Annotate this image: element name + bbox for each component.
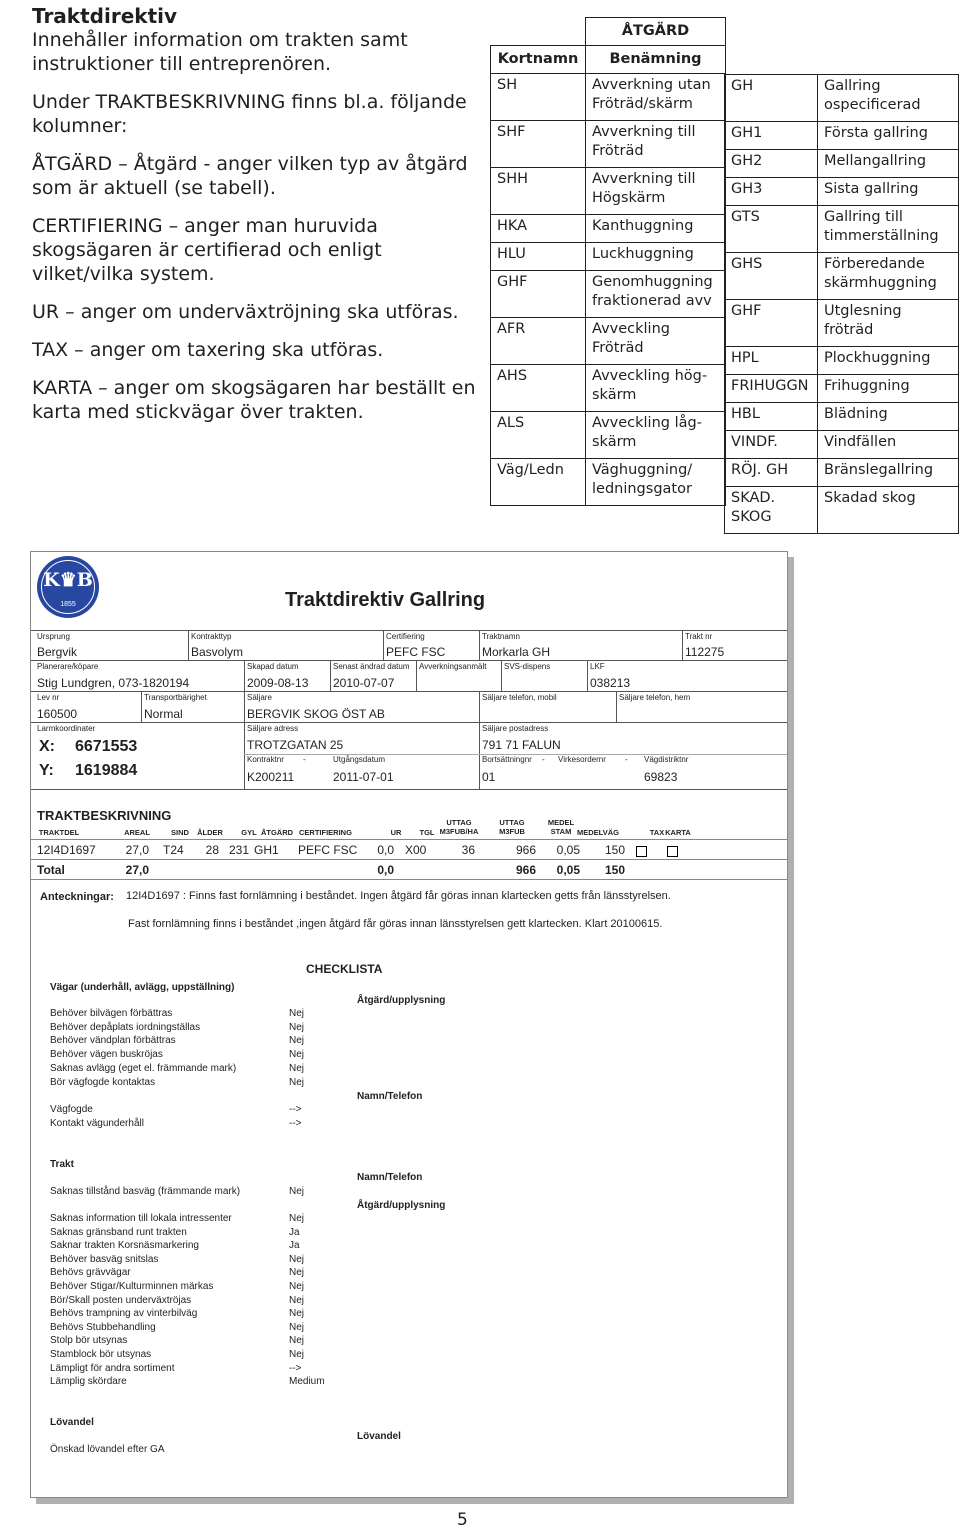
checklist-item-value: Nej — [289, 1076, 305, 1088]
code-shortname: FRIHUGGN — [725, 375, 818, 403]
atgard-upplysning-label: Åtgärd/upplysning — [357, 995, 446, 1006]
table-row — [725, 375, 959, 403]
label-separator: - — [303, 755, 306, 764]
label-ursprung: Ursprung — [37, 632, 70, 641]
value-postadress: 791 71 FALUN — [482, 738, 561, 752]
trakt-total-cell: Total — [37, 863, 65, 877]
value-adress: TROTZGATAN 25 — [247, 738, 344, 752]
checklist-item-label: Kontakt vägunderhåll — [50, 1117, 144, 1129]
table-row — [725, 122, 959, 150]
trakt-cell: 28 — [205, 843, 219, 857]
checklist-item-value: Ja — [289, 1240, 300, 1252]
trakt-cell: 0,05 — [556, 843, 580, 857]
checklist-item-label: Behöver bilvägen förbättras — [50, 1008, 173, 1019]
code-description: Första gallring — [818, 122, 959, 150]
trakt-cell: 12I4D1697 — [37, 843, 96, 857]
code-shortname: GH2 — [725, 150, 818, 178]
trakt-column-header: AREAL — [124, 828, 150, 837]
label-traktnr: Trakt nr — [685, 632, 713, 641]
checklist-item-label: Behöver depåplats iordningställas — [50, 1021, 201, 1033]
table-row — [491, 168, 726, 215]
value-traktnamn: Morkarla GH — [482, 645, 551, 659]
table-row — [491, 74, 726, 121]
table-row — [725, 487, 959, 534]
karta-checkbox[interactable] — [667, 846, 678, 857]
value-ursprung: Bergvik — [37, 645, 78, 659]
namn-telefon-label: Namn/Telefon — [357, 1091, 423, 1102]
label-tel-mobil: Säljare telefon, mobil — [482, 693, 557, 702]
trakt-total-cell: 27,0 — [125, 863, 149, 877]
code-shortname: SH — [491, 74, 586, 121]
checklist-item-value: Nej — [289, 1294, 305, 1306]
table-group-header: ÅTGÄRD — [586, 18, 726, 46]
label-levnr: Lev nr — [37, 693, 60, 702]
checklist-item-label: Saknas information till lokala intressenter — [50, 1213, 232, 1224]
y-label: Y: — [39, 762, 54, 779]
trakt-cell: X00 — [405, 843, 427, 857]
label-adress: Säljare adress — [247, 724, 299, 733]
label-certifiering: Certifiering — [386, 632, 425, 641]
form-title: Traktdirektiv Gallring — [285, 589, 486, 611]
lovandel-right-label: Lövandel — [357, 1431, 401, 1442]
code-shortname: GHF — [491, 271, 586, 318]
column-header: Kortnamn — [491, 46, 586, 74]
traktdirektiv-form — [30, 551, 788, 1498]
trakt-cell: GH1 — [254, 843, 279, 857]
checklist-item-value: Medium — [289, 1376, 325, 1388]
code-shortname: GHS — [725, 253, 818, 300]
code-shortname: GTS — [725, 206, 818, 253]
code-shortname: GH — [725, 75, 818, 122]
checklist-item-value: Nej — [289, 1281, 305, 1292]
intro-paragraph: UR – anger om underväxtröjning ska utföras. — [32, 301, 459, 323]
trakt-column-header: CERTIFIERING — [299, 828, 352, 837]
column-header: Benämning — [586, 46, 726, 74]
checklist-item-value: Nej — [289, 1008, 305, 1019]
intro-text — [32, 4, 478, 424]
checklist-item-value: --> — [289, 1117, 302, 1129]
checklist-item-value: Nej — [289, 1321, 305, 1333]
code-description: Mellangallring — [818, 150, 959, 178]
code-shortname: HLU — [491, 243, 586, 271]
value-transport: Normal — [144, 707, 183, 721]
label-tel-hem: Säljare telefon, hem — [619, 693, 691, 702]
intro-paragraph: Innehåller information om trakten samt instruktioner till entreprenören. — [32, 29, 408, 75]
namn-telefon-label: Namn/Telefon — [357, 1172, 423, 1183]
code-shortname: SKAD. SKOG — [725, 487, 818, 534]
trakt-column-header: KARTA — [665, 828, 691, 837]
checklist-item-value: Nej — [289, 1049, 305, 1061]
checklist-item-label: Lämpligt för andra sortiment — [50, 1362, 175, 1374]
note-line: 12I4D1697 : Finns fast fornlämning i beståndet. Ingen åtgärd får göras innan klartecken getts från länsstyrelsen. — [126, 890, 671, 902]
code-description: Avveckling Fröträd — [586, 318, 726, 365]
lovandel-heading: Lövandel — [50, 1417, 94, 1428]
trakt-column-header: TGL — [419, 828, 435, 837]
code-shortname: HKA — [491, 215, 586, 243]
code-description: Vindfällen — [818, 431, 959, 459]
label-utgangsdatum: Utgångsdatum — [333, 755, 386, 764]
company-logo — [37, 556, 99, 618]
trakt-column-header: TAX — [649, 828, 665, 837]
checklist-item-label: Behöver basväg snitslas — [50, 1253, 159, 1265]
code-shortname: GH1 — [725, 122, 818, 150]
code-shortname: SHF — [491, 121, 586, 168]
checklist-item-label: Bör vägfogde kontaktas — [50, 1076, 156, 1088]
checklist-item-label: Saknas tillstånd basväg (främmande mark) — [50, 1186, 241, 1197]
code-description: Väghuggning/ ledningsgator — [586, 459, 726, 506]
trakt-column-header: TRAKTDEL — [38, 828, 80, 837]
code-shortname: HPL — [725, 347, 818, 375]
atgard-code-table — [490, 17, 726, 506]
trakt-column-header: UR — [390, 828, 402, 837]
checklist-item-value: --> — [289, 1362, 302, 1374]
value-bortsattningnr: 01 — [482, 770, 496, 784]
tax-checkbox[interactable] — [636, 846, 647, 857]
checklist-item-value: Nej — [289, 1267, 305, 1279]
checklist-item-value: Nej — [289, 1021, 305, 1033]
code-description: Utglesning fröträd — [818, 300, 959, 347]
code-description: Bränslegallring — [818, 459, 959, 487]
checklist-item-label: Bör/Skall posten underväxtröjas — [50, 1294, 192, 1306]
code-description: Skadad skog — [818, 487, 959, 534]
trakt-cell: T24 — [163, 843, 184, 857]
trakt-total-cell: 150 — [605, 863, 626, 877]
page-number: 5 — [457, 1510, 468, 1530]
table-row — [725, 431, 959, 459]
checklist-item-label: Behövs trampning av vinterbilväg — [50, 1308, 198, 1320]
table-row — [725, 75, 959, 122]
table-row — [725, 347, 959, 375]
value-traktnr: 112275 — [685, 645, 725, 659]
trakt-heading: Trakt — [50, 1159, 74, 1170]
intro-paragraph: CERTIFIERING – anger man huruvida skogsägaren är certifierad och enligt vilket/vilka system. — [32, 215, 382, 285]
label-andrad: Senast ändrad datum — [333, 662, 410, 671]
trakt-column-header: UTTAG M3FUB — [499, 818, 525, 836]
checklist-item-label: Vägfogde — [50, 1104, 93, 1115]
label-planerare: Planerare/köpare — [37, 662, 99, 671]
value-vagdistriktnr: 69823 — [644, 770, 678, 784]
label-kontraktnr: Kontraktnr — [247, 755, 284, 764]
code-shortname: GH3 — [725, 178, 818, 206]
table-row — [725, 253, 959, 300]
checklist-item-label: Behövs Stubbehandling — [50, 1321, 156, 1333]
code-shortname: AFR — [491, 318, 586, 365]
vagar-heading: Vägar (underhåll, avlägg, uppställning) — [50, 982, 235, 993]
table-row — [725, 178, 959, 206]
value-planerare: Stig Lundgren, 073-1820194 — [37, 676, 190, 690]
intro-paragraph: KARTA – anger om skogsägaren har beställt en karta med stickvägar över trakten. — [32, 377, 476, 423]
trakt-column-header: MEDELVÄG — [577, 828, 619, 837]
table-row — [491, 459, 726, 506]
label-postadress: Säljare postadress — [482, 724, 549, 733]
label-separator: - — [625, 755, 628, 764]
intro-paragraph: Under TRAKTBESKRIVNING finns bl.a. följande kolumner: — [32, 91, 467, 137]
table-row — [491, 365, 726, 412]
trakt-column-header: ÅLDER — [197, 828, 223, 837]
lovandel-label: Önskad lövandel efter GA — [50, 1444, 165, 1455]
trakt-column-header: MEDEL STAM — [547, 818, 575, 836]
code-description: Frihuggning — [818, 375, 959, 403]
checklist-item-label: Behöver Stigar/Kulturminnen märkas — [50, 1281, 214, 1292]
trakt-total-cell: 0,05 — [556, 863, 580, 877]
value-andrad: 2010-07-07 — [333, 676, 395, 690]
trakt-total-cell: 966 — [515, 863, 536, 877]
code-description: Avverkning till Högskärm — [586, 168, 726, 215]
value-levnr: 160500 — [37, 707, 78, 721]
checklist-item-label: Saknas avlägg (eget el. främmande mark) — [50, 1062, 237, 1074]
table-row — [725, 459, 959, 487]
label-separator: - — [542, 755, 545, 764]
code-description: Genomhuggning fraktionerad avv — [586, 271, 726, 318]
label-kontrakttyp: Kontrakttyp — [191, 632, 232, 641]
table-row — [491, 412, 726, 459]
trakt-cell: 36 — [461, 843, 475, 857]
x-coordinate: 6671553 — [75, 738, 138, 755]
code-description: Sista gallring — [818, 178, 959, 206]
label-virkesordernr: Virkesordernr — [558, 755, 606, 764]
checklist-item-label: Behöver vändplan förbättras — [50, 1035, 176, 1047]
code-shortname: VINDF. — [725, 431, 818, 459]
label-traktnamn: Traktnamn — [482, 632, 520, 641]
code-description: Plockhuggning — [818, 347, 959, 375]
checklist-item-value: Nej — [289, 1062, 305, 1074]
code-description: Gallring till timmerställning — [818, 206, 959, 253]
note-line: Fast fornlämning finns i beståndet ,ingen åtgärd får göras innan länsstyrelsen gett klartecken. Klart 20100615. — [128, 918, 663, 930]
notes-label: Anteckningar: — [40, 891, 114, 903]
trakt-cell: 966 — [515, 843, 536, 857]
label-skapad: Skapad datum — [247, 662, 299, 671]
checklist-item-value: Nej — [289, 1186, 305, 1197]
code-shortname: SHH — [491, 168, 586, 215]
checklist-item-label: Behöver vägen buskröjas — [50, 1049, 163, 1061]
code-shortname: Väg/Ledn — [491, 459, 586, 506]
checklist-item-label: Saknar trakten Korsnäsmarkering — [50, 1240, 199, 1252]
code-shortname: GHF — [725, 300, 818, 347]
gallring-code-table — [724, 74, 959, 534]
trakt-cell: 150 — [605, 843, 626, 857]
traktbeskrivning-heading: TRAKTBESKRIVNING — [37, 808, 172, 823]
code-description: Avveckling hög-skärm — [586, 365, 726, 412]
table-row — [725, 403, 959, 431]
y-coordinate: 1619884 — [75, 762, 138, 779]
table-row — [725, 300, 959, 347]
code-shortname: ALS — [491, 412, 586, 459]
label-lkf: LKF — [590, 662, 605, 671]
intro-paragraph: ÅTGÄRD – Åtgärd - anger vilken typ av åtgärd som är aktuell (se tabell). — [32, 153, 468, 199]
code-description: Avverkning utan Fröträd/skärm — [586, 74, 726, 121]
label-bortsattningnr: Bortsättningnr — [482, 755, 532, 764]
atgard-upplysning-label: Åtgärd/upplysning — [357, 1200, 446, 1211]
label-transport: Transportbärighet — [144, 693, 207, 702]
code-description: Avveckling låg-skärm — [586, 412, 726, 459]
code-description: Avverkning till Fröträd — [586, 121, 726, 168]
checklist-item-value: --> — [289, 1104, 302, 1115]
checklist-item-value: Nej — [289, 1308, 305, 1320]
code-shortname: RÖJ. GH — [725, 459, 818, 487]
code-shortname: HBL — [725, 403, 818, 431]
checklist-item-value: Nej — [289, 1213, 305, 1224]
code-description: Blädning — [818, 403, 959, 431]
checklist-item-label: Stamblock bör utsynas — [50, 1349, 152, 1360]
checklist-item-value: Nej — [289, 1035, 305, 1047]
value-skapad: 2009-08-13 — [247, 676, 309, 690]
value-saljare: BERGVIK SKOG ÖST AB — [247, 707, 385, 721]
intro-paragraph: TAX – anger om taxering ska utföras. — [32, 339, 384, 361]
table-row — [491, 215, 726, 243]
x-label: X: — [39, 738, 55, 755]
checklist-item-value: Ja — [289, 1226, 300, 1238]
trakt-total-cell: 0,0 — [377, 863, 394, 877]
table-row — [491, 271, 726, 318]
trakt-column-header: ÅTGÄRD — [260, 828, 294, 837]
table-row — [491, 318, 726, 365]
label-svs: SVS-dispens — [504, 662, 551, 671]
checklist-item-value: Nej — [289, 1335, 305, 1347]
label-anmalt: Avverkningsanmält — [419, 662, 487, 671]
logo-monogram: K♛B — [43, 569, 93, 591]
table-row — [725, 206, 959, 253]
checklist-item-label: Lämplig skördare — [50, 1376, 127, 1388]
table-row — [725, 150, 959, 178]
checklist-item-label: Saknas gränsband runt trakten — [50, 1226, 187, 1238]
value-kontrakttyp: Basvolym — [191, 645, 244, 659]
checklist-item-label: Stolp bör utsynas — [50, 1335, 128, 1347]
checklist-item-value: Nej — [289, 1349, 305, 1360]
table-row — [491, 121, 726, 168]
code-description: Luckhuggning — [586, 243, 726, 271]
trakt-cell: 0,0 — [377, 843, 394, 857]
trakt-column-header: SIND — [171, 828, 189, 837]
intro-title: Traktdirektiv — [32, 4, 178, 28]
label-vagdistriktnr: Vägdistriktnr — [644, 755, 689, 764]
label-larmkoordinater: Larmkoordinater — [37, 724, 96, 733]
value-lkf: 038213 — [590, 676, 631, 690]
checklist-item-label: Behövs grävvägar — [50, 1267, 131, 1279]
value-utgangsdatum: 2011-07-01 — [333, 770, 394, 784]
code-shortname: AHS — [491, 365, 586, 412]
code-description: Förberedande skärmhuggning — [818, 253, 959, 300]
trakt-cell: 231 — [228, 843, 249, 857]
label-saljare: Säljare — [247, 693, 272, 702]
value-kontraktnr: K200211 — [247, 770, 295, 784]
trakt-cell: PEFC FSC — [298, 843, 358, 857]
code-description: Gallring ospecificerad — [818, 75, 959, 122]
trakt-column-header: GYL — [241, 828, 257, 837]
trakt-cell: 27,0 — [125, 843, 149, 857]
checklist-title: CHECKLISTA — [306, 962, 383, 976]
trakt-column-header: UTTAG M3FUB/HA — [439, 818, 479, 836]
logo-year: 1855 — [60, 601, 76, 608]
value-certifiering: PEFC FSC — [386, 645, 446, 659]
checklist-item-value: Nej — [289, 1253, 305, 1265]
code-description: Kanthuggning — [586, 215, 726, 243]
table-row — [491, 243, 726, 271]
